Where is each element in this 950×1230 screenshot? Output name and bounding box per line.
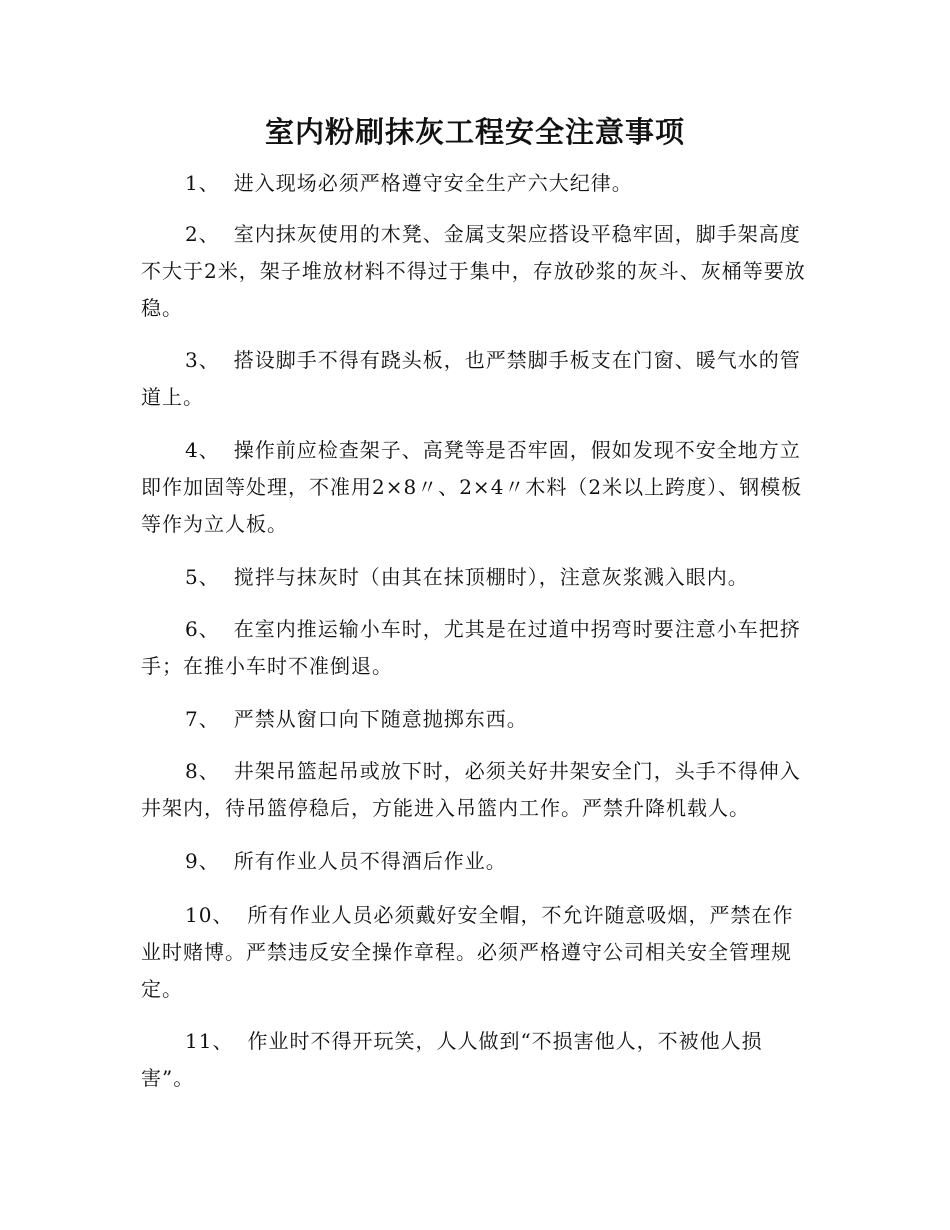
item-number: 3、: [185, 348, 220, 372]
list-item: [141, 611, 807, 685]
list-item: [141, 701, 807, 738]
item-text: 搭设脚手不得有跷头板，也严禁脚手板支在门窗、暖气水的管道上。: [141, 348, 801, 409]
list-item: [141, 432, 807, 543]
item-number: 10、: [185, 903, 234, 927]
item-number: 8、: [185, 759, 220, 783]
document-title: 室内粉刷抹灰工程安全注意事项: [264, 115, 685, 149]
item-number: 2、: [185, 222, 220, 246]
list-item: [141, 559, 807, 596]
list-item: [141, 342, 807, 416]
item-text: 所有作业人员必须戴好安全帽，不允许随意吸烟，严禁在作业时赌博。严禁违反安全操作章程。必须严格遵守公司相关安全管理规定。: [141, 903, 794, 1001]
list-item: [141, 216, 807, 327]
list-item: [141, 897, 807, 1008]
item-text: 操作前应检查架子、高凳等是否牢固，假如发现不安全地方立即作加固等处理，不准用2×8〃、2×4〃木料（2米以上跨度）、钢模板等作为立人板。: [141, 438, 803, 536]
list-item: [141, 843, 807, 880]
list-item: [141, 753, 807, 827]
item-text: 严禁从窗口向下随意抛掷东西。: [233, 707, 528, 731]
list-item: [141, 165, 807, 202]
item-number: 6、: [185, 617, 220, 641]
item-number: 11、: [185, 1029, 234, 1053]
item-text: 在室内推运输小车时，尤其是在过道中拐弯时要注意小车把挤手；在推小车时不准倒退。: [141, 617, 801, 678]
item-number: 4、: [185, 438, 220, 462]
item-text: 井架吊篮起吊或放下时，必须关好井架安全门，头手不得伸入井架内，待吊篮停稳后，方能进入吊篮内工作。严禁升降机载人。: [141, 759, 801, 820]
item-text: 所有作业人员不得酒后作业。: [233, 849, 507, 873]
item-number: 5、: [185, 565, 220, 589]
item-number: 9、: [185, 849, 220, 873]
list-item: [141, 1023, 807, 1097]
item-text: 进入现场必须严格遵守安全生产六大纪律。: [233, 171, 633, 195]
item-text: 搅拌与抹灰时（由其在抹顶棚时），注意灰浆溅入眼内。: [233, 565, 749, 589]
item-number: 7、: [185, 707, 220, 731]
item-text: 作业时不得开玩笑，人人做到“不损害他人，不被他人损害”。: [141, 1029, 763, 1090]
item-text: 室内抹灰使用的木凳、金属支架应搭设平稳牢固，脚手架高度不大于2米，架子堆放材料不得过于集中，存放砂浆的灰斗、灰桶等要放稳。: [141, 222, 806, 320]
item-number: 1、: [185, 171, 220, 195]
